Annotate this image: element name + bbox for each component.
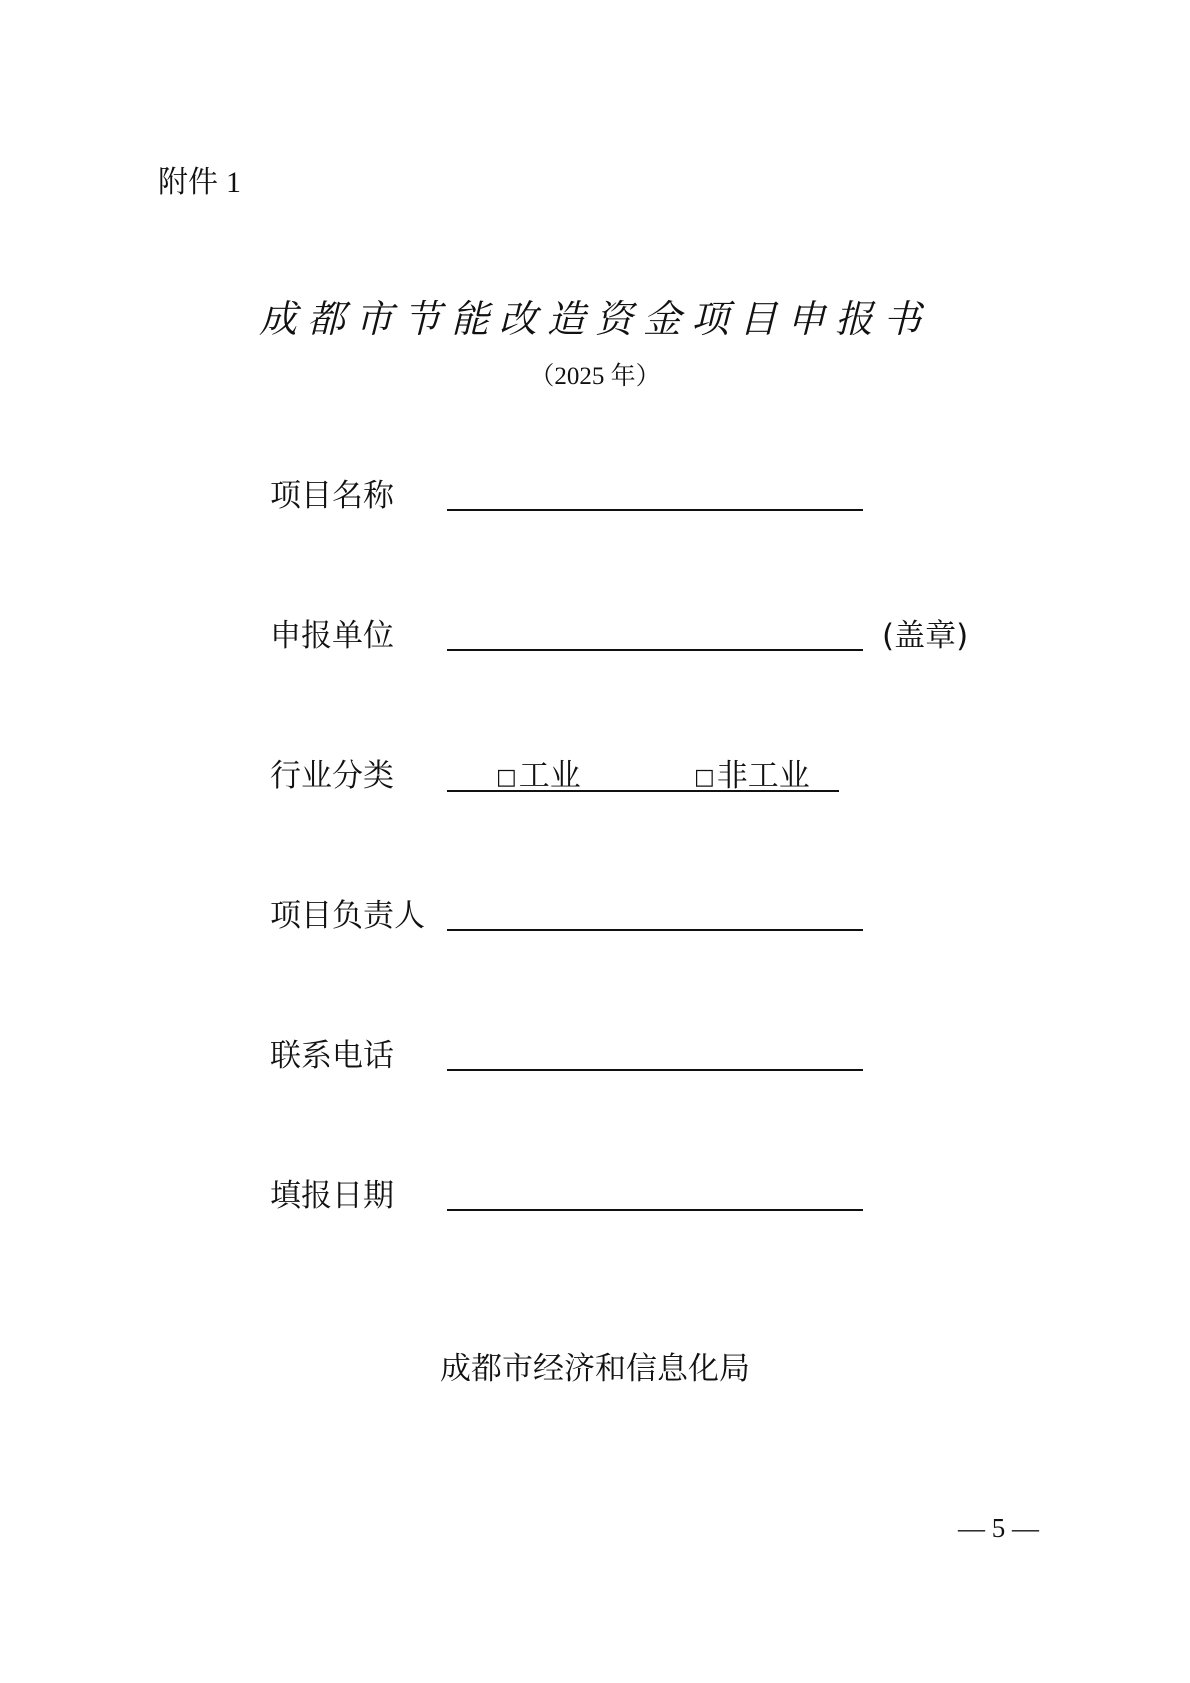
- project-leader-input-line[interactable]: [447, 929, 863, 931]
- checkbox-icon[interactable]: □: [496, 764, 517, 790]
- option-industrial-label: 工业: [518, 758, 581, 794]
- issuing-authority: 成都市经济和信息化局: [440, 1351, 750, 1387]
- field-label-project-name: 项目名称: [270, 478, 394, 514]
- page-number: — 5 —: [958, 1513, 1039, 1543]
- field-label-contact-phone: 联系电话: [270, 1038, 394, 1074]
- document-title: 成都市节能改造资金项目申报书: [258, 297, 931, 341]
- document-year: （2025 年）: [529, 363, 661, 390]
- option-non-industrial[interactable]: [694, 758, 810, 794]
- attachment-label: [158, 165, 241, 200]
- project-name-input-line[interactable]: [447, 509, 863, 511]
- stamp-note: (盖章): [882, 618, 969, 654]
- applicant-unit-input-line[interactable]: [447, 649, 863, 651]
- field-label-industry-category: 行业分类: [270, 758, 394, 794]
- fill-date-input-line[interactable]: [447, 1209, 863, 1211]
- field-label-applicant-unit: 申报单位: [270, 618, 394, 654]
- attachment-number: 1: [226, 166, 241, 199]
- field-label-project-leader: 项目负责人: [270, 898, 425, 934]
- field-label-fill-date: 填报日期: [270, 1178, 394, 1214]
- option-industrial[interactable]: [496, 758, 581, 794]
- checkbox-icon[interactable]: □: [694, 764, 715, 790]
- contact-phone-input-line[interactable]: [447, 1069, 863, 1071]
- attachment-text: 附件: [158, 165, 218, 200]
- option-non-industrial-label: 非工业: [716, 758, 810, 794]
